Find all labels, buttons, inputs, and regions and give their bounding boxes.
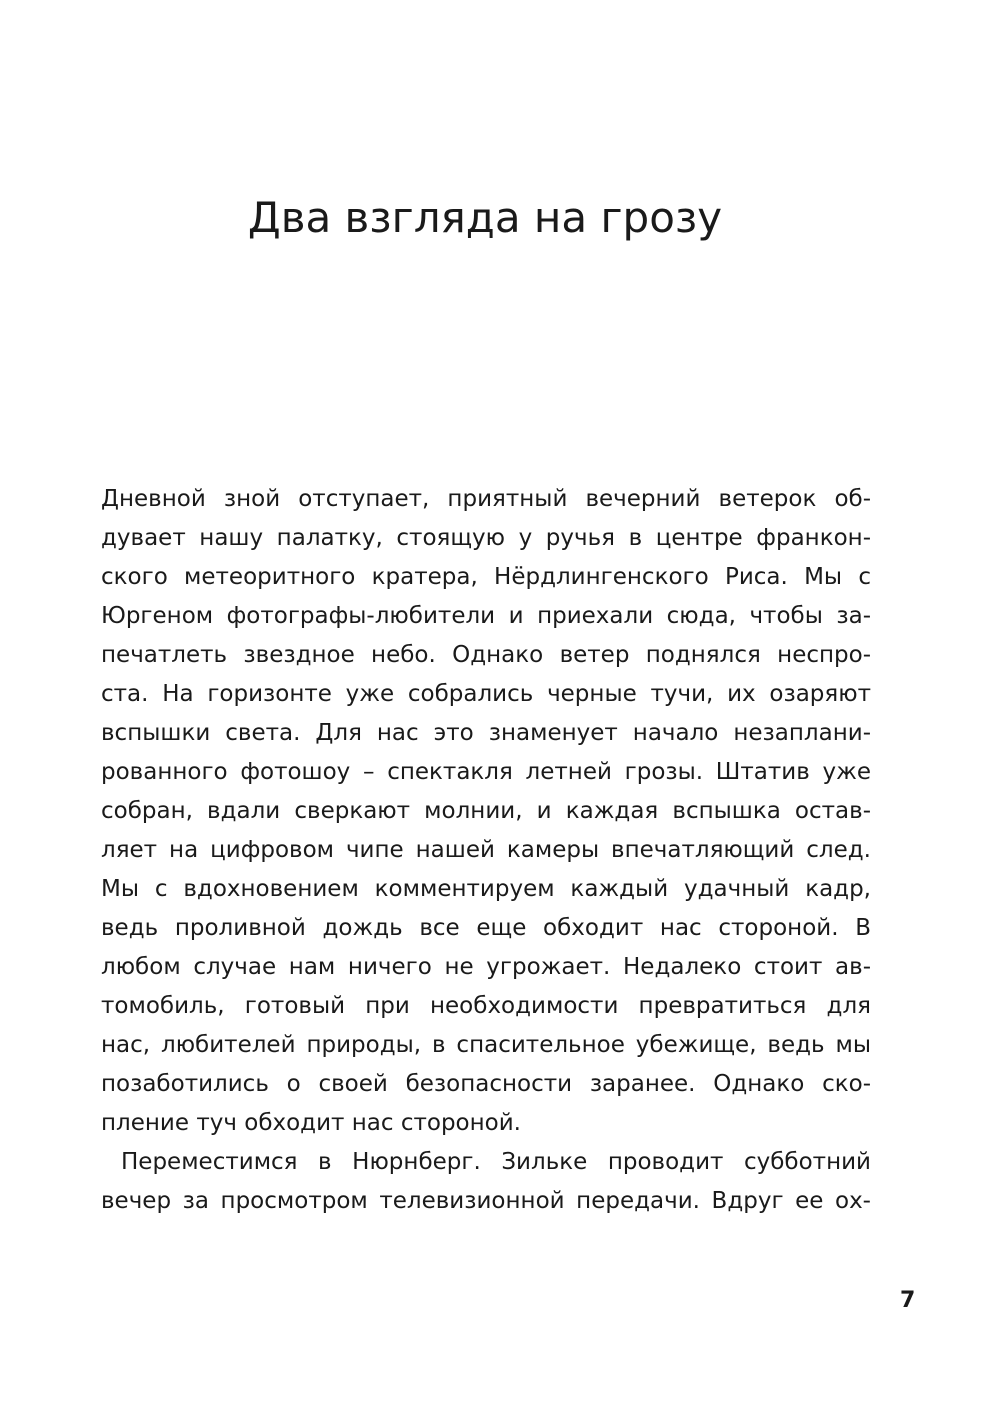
text-line: вспышки света. Для нас это знаменует начало незаплани- bbox=[101, 720, 871, 746]
text-line: рованного фотошоу – спектакля летней грозы. Штатив уже bbox=[101, 759, 871, 785]
text-line: Переместимся в Нюрнберг. Зильке проводит субботний bbox=[121, 1149, 871, 1175]
text-line: Юргеном фотографы-любители и приехали сюда, чтобы за- bbox=[101, 603, 871, 629]
text-line: позаботились о своей безопасности заранее. Однако ско- bbox=[101, 1071, 871, 1097]
paragraph-2 bbox=[101, 1143, 871, 1221]
text-line: печатлеть звездное небо. Однако ветер поднялся неспро- bbox=[101, 642, 871, 668]
text-line: пление туч обходит нас стороной. bbox=[101, 1110, 521, 1136]
text-line: вечер за просмотром телевизионной передачи. Вдруг ее ох- bbox=[101, 1188, 871, 1214]
text-line: нас, любителей природы, в спасительное убежище, ведь мы bbox=[101, 1032, 871, 1058]
text-line: ведь проливной дождь все еще обходит нас стороной. В bbox=[101, 915, 871, 941]
chapter-title: Два взгляда на грозу bbox=[247, 193, 723, 242]
text-line: Дневной зной отступает, приятный вечерний ветерок об- bbox=[101, 486, 871, 512]
text-line: дувает нашу палатку, стоящую у ручья в центре франкон- bbox=[101, 525, 871, 551]
text-line: томобиль, готовый при необходимости превратиться для bbox=[101, 993, 871, 1019]
paragraph-1 bbox=[101, 480, 871, 1143]
text-line: ста. На горизонте уже собрались черные тучи, их озаряют bbox=[101, 681, 871, 707]
text-line: ского метеоритного кратера, Нёрдлингенского Риса. Мы с bbox=[101, 564, 871, 590]
text-line: собран, вдали сверкают молнии, и каждая вспышка остав- bbox=[101, 798, 871, 824]
text-line: любом случае нам ничего не угрожает. Недалеко стоит ав- bbox=[101, 954, 871, 980]
text-line: Мы с вдохновением комментируем каждый удачный кадр, bbox=[101, 876, 871, 902]
page-number: 7 bbox=[900, 1288, 916, 1313]
body-text bbox=[101, 480, 871, 1221]
text-line: ляет на цифровом чипе нашей камеры впечатляющий след. bbox=[101, 837, 871, 863]
